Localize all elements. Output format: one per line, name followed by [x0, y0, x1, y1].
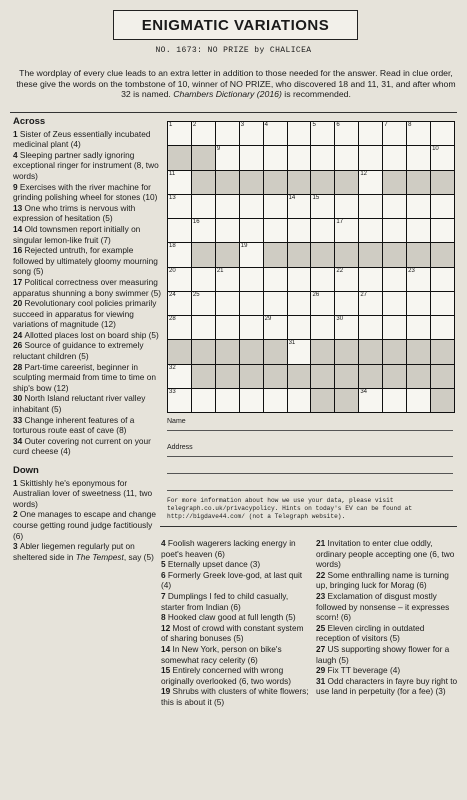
grid-cell[interactable]: [192, 292, 215, 315]
grid-cell[interactable]: [383, 195, 406, 218]
across-clue-20: [13, 298, 163, 330]
cell-number: 9: [216, 146, 221, 153]
clue-text: Eleven circling in outdated reception of visitors (5): [316, 622, 425, 644]
grid-cell[interactable]: [192, 365, 215, 388]
clue-number: 16: [13, 245, 25, 256]
grid-cell[interactable]: [216, 122, 239, 145]
grid-cell[interactable]: [168, 340, 191, 363]
clue-number: 12: [161, 622, 173, 633]
across-clue-33: [13, 415, 163, 436]
grid-cell[interactable]: [407, 316, 430, 339]
address-field-line-3[interactable]: [167, 490, 453, 491]
grid-cell[interactable]: [407, 389, 430, 412]
grid-cell[interactable]: [407, 219, 430, 242]
across-clue-13: [13, 203, 163, 224]
clue-number: 9: [13, 181, 20, 192]
grid-cell[interactable]: [359, 195, 382, 218]
clue-number: 24: [13, 329, 25, 340]
grid-cell[interactable]: [311, 316, 334, 339]
grid-cell[interactable]: [359, 389, 382, 412]
cell-number: 22: [336, 267, 344, 274]
grid-cell[interactable]: [264, 268, 287, 291]
grid-cell[interactable]: [216, 292, 239, 315]
grid-cell[interactable]: [240, 268, 263, 291]
grid-cell[interactable]: [240, 365, 263, 388]
grid-cell[interactable]: [359, 292, 382, 315]
grid-cell[interactable]: [264, 146, 287, 169]
grid-cell[interactable]: [216, 195, 239, 218]
clue-text: Entirely concerned with wrong originally overlooked (6, two words): [161, 665, 292, 686]
cell-number: 25: [192, 291, 200, 298]
down-heading: Down: [13, 465, 39, 476]
grid-cell[interactable]: [240, 122, 263, 145]
grid-cell[interactable]: [288, 195, 311, 218]
clue-text: Rejected untruth, for example followed by ultimately gloomy mourning song (5): [13, 245, 158, 277]
clue-number: 14: [13, 223, 25, 234]
clue-text: Exclamation of disgust mostly followed by nonsense – it expresses scorn! (6): [316, 590, 450, 623]
grid-cell[interactable]: [288, 122, 311, 145]
grid-cell[interactable]: [407, 243, 430, 266]
address-label: Address: [167, 444, 193, 451]
grid-cell[interactable]: [216, 171, 239, 194]
clue-number: 25: [316, 622, 328, 633]
cell-number: 23: [408, 267, 415, 274]
grid-cell[interactable]: [192, 316, 215, 339]
cell-number: 13: [169, 194, 176, 201]
grid-cell[interactable]: [383, 365, 406, 388]
clue-number: 1: [13, 477, 20, 488]
grid-cell[interactable]: [311, 122, 334, 145]
down-clue-22: [316, 570, 458, 591]
cell-number: 8: [408, 122, 412, 128]
down-clue-14: [161, 644, 311, 665]
clue-number: 28: [13, 361, 25, 372]
cell-number: 16: [192, 219, 200, 225]
down-clue-19: [161, 686, 311, 707]
clue-number: 1: [13, 128, 20, 139]
grid-cell[interactable]: [407, 268, 430, 291]
name-label: Name: [167, 418, 186, 425]
cell-number: 4: [264, 122, 268, 128]
grid-cell[interactable]: [431, 316, 454, 339]
cell-number: 2: [192, 122, 197, 128]
grid-cell[interactable]: [383, 219, 406, 242]
grid-cell[interactable]: [431, 219, 454, 242]
grid-cell[interactable]: [407, 340, 430, 363]
grid-cell[interactable]: [431, 195, 454, 218]
clue-number: 6: [161, 569, 168, 580]
across-clue-30: [13, 393, 163, 414]
grid-cell[interactable]: [431, 389, 454, 412]
grid-cell[interactable]: [335, 340, 358, 363]
grid-cell[interactable]: [264, 195, 287, 218]
grid-cell[interactable]: [383, 389, 406, 412]
clues-left-column: [13, 117, 163, 562]
grid-cell[interactable]: [264, 365, 287, 388]
across-clue-1: [13, 129, 163, 150]
privacy-footnote: For more information about how we use your data, please visit telegraph.co.uk/privacypolicy. Hints on today's EV can be found at http://bigdave44.com/ (not a Telegraph website).: [167, 497, 413, 520]
across-clue-28: [13, 362, 163, 394]
grid-cell[interactable]: [192, 171, 215, 194]
grid-cell[interactable]: [216, 268, 239, 291]
cell-number: 14: [288, 194, 296, 201]
divider: [10, 112, 457, 113]
across-clue-4: [13, 150, 163, 182]
grid-cell[interactable]: [168, 146, 191, 169]
down-clue-3: [13, 541, 163, 562]
grid-cell[interactable]: [431, 268, 454, 291]
clue-text: Outer covering not current on your curd cheese (4): [13, 435, 151, 457]
across-heading: Across: [13, 116, 46, 127]
cell-number: 26: [312, 291, 320, 298]
clue-number: 23: [316, 590, 328, 601]
grid-cell[interactable]: [240, 146, 263, 169]
grid-cell[interactable]: [168, 365, 191, 388]
grid-cell[interactable]: [288, 365, 311, 388]
puzzle-preamble: The wordplay of every clue leads to an extra letter in addition to those needed for the answer. Read in clue order, these give the words on the tombstone of 10, winner of NO PRIZE, who discovered 18 and 11, 31, and after whom 32 is named. Chambers Dictionary (2016) is recommended.: [16, 68, 456, 100]
cell-number: 24: [169, 291, 176, 298]
down-clue-29: [316, 665, 458, 676]
clue-text: Skittishly he's eponymous for Australian lover of sweetness (11, two words): [13, 477, 153, 509]
grid-cell[interactable]: [264, 171, 287, 194]
cell-number: 15: [312, 194, 320, 201]
puzzle-title: ENIGMATIC VARIATIONS: [113, 10, 358, 40]
grid-cell[interactable]: [407, 171, 430, 194]
grid-cell[interactable]: [168, 219, 191, 242]
cell-number: 3: [240, 122, 245, 128]
down-clue-23: [316, 591, 458, 623]
grid-cell[interactable]: [383, 268, 406, 291]
grid-cell[interactable]: [168, 292, 191, 315]
cell-number: 1: [169, 122, 173, 128]
across-clue-list: [13, 129, 163, 457]
cell-number: 31: [288, 340, 296, 347]
cell-number: 34: [360, 388, 368, 395]
grid-cell[interactable]: [192, 243, 215, 266]
grid-cell[interactable]: [168, 195, 191, 218]
down-clue-8: [161, 612, 311, 623]
clue-number: 14: [161, 643, 173, 654]
grid-cell[interactable]: [335, 292, 358, 315]
across-clue-26: [13, 340, 163, 361]
grid-cell[interactable]: [240, 340, 263, 363]
cell-number: 29: [264, 316, 272, 322]
across-clue-9: [13, 182, 163, 203]
grid-cell[interactable]: [216, 365, 239, 388]
clue-number: 13: [13, 202, 25, 213]
grid-cell[interactable]: [335, 219, 358, 242]
clue-text: Some enthralling name is turning up, bringing luck for Morag (6): [316, 569, 449, 591]
down-clue-15: [161, 665, 311, 686]
clue-text: Exercises with the river machine for grinding polishing wheel for stones (10): [13, 181, 158, 203]
grid-cell[interactable]: [383, 340, 406, 363]
grid-cell[interactable]: [240, 243, 263, 266]
down-clues-middle-column: [161, 538, 311, 708]
grid-cell[interactable]: [383, 122, 406, 145]
grid-cell[interactable]: [192, 146, 215, 169]
grid-cell[interactable]: [383, 171, 406, 194]
down-clue-4: [161, 538, 311, 559]
grid-cell[interactable]: [407, 292, 430, 315]
clue-number: 20: [13, 298, 25, 309]
grid-cell[interactable]: [359, 219, 382, 242]
clue-text: Formerly Greek love-god, at last quit (4): [161, 569, 303, 591]
grid-cell[interactable]: [431, 122, 454, 145]
grid-cell[interactable]: [240, 316, 263, 339]
clue-text: Abler liegemen regularly put on sheltered side in The Tempest, say (5): [13, 541, 154, 562]
grid-cell[interactable]: [431, 340, 454, 363]
grid-cell[interactable]: [168, 389, 191, 412]
clue-number: 26: [13, 340, 25, 351]
clue-text: Political correctness over measuring apparatus shunning a bony swimmer (5): [13, 276, 162, 298]
clue-number: 21: [316, 538, 328, 548]
divider: [160, 526, 457, 527]
grid-cell[interactable]: [288, 171, 311, 194]
grid-cell[interactable]: [288, 389, 311, 412]
clue-number: 4: [13, 149, 20, 160]
clue-text: Shrubs with clusters of white flowers; this is about it (5): [161, 686, 309, 707]
clue-text: Foolish wagerers lacking energy in poet's heaven (6): [161, 538, 296, 559]
grid-cell[interactable]: [168, 268, 191, 291]
grid-cell[interactable]: [407, 365, 430, 388]
grid-cell[interactable]: [264, 219, 287, 242]
clue-number: 27: [316, 643, 328, 654]
clue-text: North Island reluctant river valley inhabitant (5): [13, 393, 146, 415]
grid-cell[interactable]: [335, 365, 358, 388]
grid-cell[interactable]: [288, 146, 311, 169]
down-clue-12: [161, 623, 311, 644]
grid-cell[interactable]: [216, 219, 239, 242]
clue-text: Fix TT beverage (4): [327, 665, 401, 676]
grid-cell[interactable]: [407, 195, 430, 218]
grid-cell[interactable]: [359, 243, 382, 266]
across-clue-17: [13, 277, 163, 298]
grid-cell[interactable]: [335, 171, 358, 194]
grid-cell[interactable]: [264, 122, 287, 145]
grid-cell[interactable]: [359, 268, 382, 291]
clue-text: In New York, person on bike's somewhat racy celerity (6): [161, 643, 282, 665]
clue-number: 22: [316, 569, 328, 580]
grid-cell[interactable]: [407, 146, 430, 169]
clue-text: Allotted places lost on board ship (5): [24, 329, 159, 340]
grid-cell[interactable]: [335, 316, 358, 339]
clue-number: 5: [161, 559, 168, 570]
grid-cell[interactable]: [192, 340, 215, 363]
clue-text: Revolutionary cool policies primarily succeed in apparatus for viewing variations of magnitude (12): [13, 298, 157, 330]
grid-cell[interactable]: [288, 340, 311, 363]
clue-text: Change inherent features of a torturous route east of cave (8): [13, 414, 135, 436]
grid-cell[interactable]: [216, 340, 239, 363]
grid-cell[interactable]: [264, 243, 287, 266]
cell-number: 28: [169, 316, 176, 322]
down-clue-21: [316, 538, 458, 570]
down-clue-25: [316, 623, 458, 644]
cell-number: 10: [432, 146, 439, 153]
grid-cell[interactable]: [335, 389, 358, 412]
clue-number: 2: [13, 509, 20, 520]
grid-cell[interactable]: [311, 292, 334, 315]
clue-text: Odd characters in fayre buy right to use land in perpetuity (for a fee) (3): [316, 675, 458, 697]
clue-text: Sleeping partner sadly ignoring exceptional ringer for instrument (8, two words): [13, 149, 159, 181]
cell-number: 21: [216, 267, 224, 274]
crossword-grid: [167, 121, 455, 413]
clue-number: 15: [161, 665, 173, 676]
cell-number: 12: [360, 170, 368, 177]
grid-cell[interactable]: [359, 316, 382, 339]
grid-cell[interactable]: [335, 146, 358, 169]
cell-number: 17: [336, 219, 344, 225]
grid-cell[interactable]: [216, 316, 239, 339]
cell-number: 6: [336, 122, 340, 128]
cell-number: 20: [169, 267, 176, 274]
grid-cell[interactable]: [192, 219, 215, 242]
grid-cell[interactable]: [335, 268, 358, 291]
clue-text: One manages to escape and change course getting round judge factitiously (6): [13, 509, 156, 541]
grid-cell[interactable]: [311, 268, 334, 291]
grid-cell[interactable]: [407, 122, 430, 145]
clue-text: Invitation to enter clue oddly, ordinary people accepting one (6, two words): [316, 538, 455, 570]
grid-cell[interactable]: [359, 122, 382, 145]
grid-cell[interactable]: [264, 389, 287, 412]
grid-cell[interactable]: [431, 146, 454, 169]
cell-number: 30: [336, 316, 344, 322]
grid-cell[interactable]: [168, 316, 191, 339]
grid-cell[interactable]: [264, 340, 287, 363]
cell-number: 5: [312, 122, 316, 128]
grid-cell[interactable]: [383, 146, 406, 169]
clue-text: Source of guidance to extremely reluctant children (5): [13, 340, 144, 362]
grid-cell[interactable]: [431, 171, 454, 194]
clue-text: US supporting showy flower for a laugh (5): [316, 643, 450, 665]
clue-number: 8: [161, 612, 168, 623]
across-clue-14: [13, 224, 163, 245]
grid-cell[interactable]: [288, 316, 311, 339]
cell-number: 18: [169, 243, 176, 250]
grid-cell[interactable]: [240, 171, 263, 194]
down-clues-right-column: [316, 538, 458, 697]
grid-cell[interactable]: [240, 292, 263, 315]
grid-cell[interactable]: [311, 389, 334, 412]
grid-cell[interactable]: [168, 171, 191, 194]
grid-cell[interactable]: [359, 171, 382, 194]
grid-cell[interactable]: [383, 316, 406, 339]
grid-cell[interactable]: [288, 219, 311, 242]
clue-number: 33: [13, 414, 25, 425]
grid-cell[interactable]: [311, 243, 334, 266]
puzzle-subtitle: NO. 1673: NO PRIZE by CHALICEA: [155, 46, 312, 55]
grid-cell[interactable]: [359, 146, 382, 169]
grid-cell[interactable]: [311, 146, 334, 169]
grid-cell[interactable]: [431, 365, 454, 388]
down-clue-list: [13, 478, 163, 563]
grid-cell[interactable]: [216, 243, 239, 266]
grid-cell[interactable]: [240, 195, 263, 218]
clue-number: 34: [13, 435, 25, 446]
clue-number: 29: [316, 665, 328, 676]
cell-number: 32: [169, 364, 176, 371]
grid-cell[interactable]: [311, 340, 334, 363]
grid-cell[interactable]: [168, 122, 191, 145]
clue-text: Dumplings I fed to child casually, starter from Indian (6): [161, 590, 289, 612]
across-clue-24: [13, 330, 163, 341]
grid-cell[interactable]: [216, 146, 239, 169]
grid-cell[interactable]: [264, 292, 287, 315]
cell-number: 33: [169, 388, 176, 395]
grid-cell[interactable]: [335, 122, 358, 145]
cell-number: 19: [240, 243, 248, 250]
clue-text: Part-time careerist, beginner in sculpting mermaid from time to time on ship's bow (12): [13, 361, 156, 393]
grid-cell[interactable]: [192, 195, 215, 218]
clue-number: 3: [13, 541, 20, 552]
down-clue-5: [161, 559, 311, 570]
grid-cell[interactable]: [431, 292, 454, 315]
clue-number: 4: [161, 538, 168, 548]
name-field[interactable]: [167, 430, 453, 431]
grid-cell[interactable]: [311, 195, 334, 218]
down-clue-2: [13, 509, 163, 541]
grid-cell[interactable]: [383, 292, 406, 315]
cell-number: 27: [360, 291, 368, 298]
grid-cell[interactable]: [192, 122, 215, 145]
down-clue-27: [316, 644, 458, 665]
clue-text: Most of crowd with constant system of sharing bonuses (5): [161, 622, 304, 644]
address-field-line-2[interactable]: [167, 473, 453, 474]
grid-cell[interactable]: [431, 243, 454, 266]
clue-text: One who trims is nervous with expression of hesitation (5): [13, 202, 136, 224]
grid-cell[interactable]: [311, 171, 334, 194]
grid-cell[interactable]: [335, 195, 358, 218]
clue-number: 30: [13, 393, 25, 404]
clue-text: Eternally upset dance (3): [167, 559, 261, 570]
down-clue-1: [13, 478, 163, 510]
grid-cell[interactable]: [311, 365, 334, 388]
clue-number: 17: [13, 276, 25, 287]
clue-number: 31: [316, 675, 328, 686]
grid-cell[interactable]: [192, 389, 215, 412]
down-clue-7: [161, 591, 311, 612]
clue-number: 7: [161, 590, 168, 601]
clue-text: Old townsmen report initially on singular lemon-like fruit (7): [13, 223, 141, 245]
grid-cell[interactable]: [240, 219, 263, 242]
grid-cell[interactable]: [288, 268, 311, 291]
grid-cell[interactable]: [288, 292, 311, 315]
grid-cell[interactable]: [192, 268, 215, 291]
across-clue-34: [13, 436, 163, 457]
cell-number: 7: [384, 122, 388, 128]
grid-cell[interactable]: [335, 243, 358, 266]
grid-cell[interactable]: [240, 389, 263, 412]
grid-cell[interactable]: [359, 365, 382, 388]
down-clue-31: [316, 676, 458, 697]
clue-number: 19: [161, 686, 173, 697]
cell-number: 11: [169, 170, 176, 177]
grid-cell[interactable]: [168, 243, 191, 266]
clue-text: Hooked claw good at full length (5): [167, 612, 296, 623]
grid-cell[interactable]: [264, 316, 287, 339]
grid-cell[interactable]: [216, 389, 239, 412]
address-field-line-1[interactable]: [167, 456, 453, 457]
grid-cell[interactable]: [359, 340, 382, 363]
grid-cell[interactable]: [288, 243, 311, 266]
grid-cell[interactable]: [311, 219, 334, 242]
across-clue-16: [13, 245, 163, 277]
grid-cell[interactable]: [383, 243, 406, 266]
clue-text: Sister of Zeus essentially incubated medicinal plant (4): [13, 128, 151, 150]
down-clue-6: [161, 570, 311, 591]
